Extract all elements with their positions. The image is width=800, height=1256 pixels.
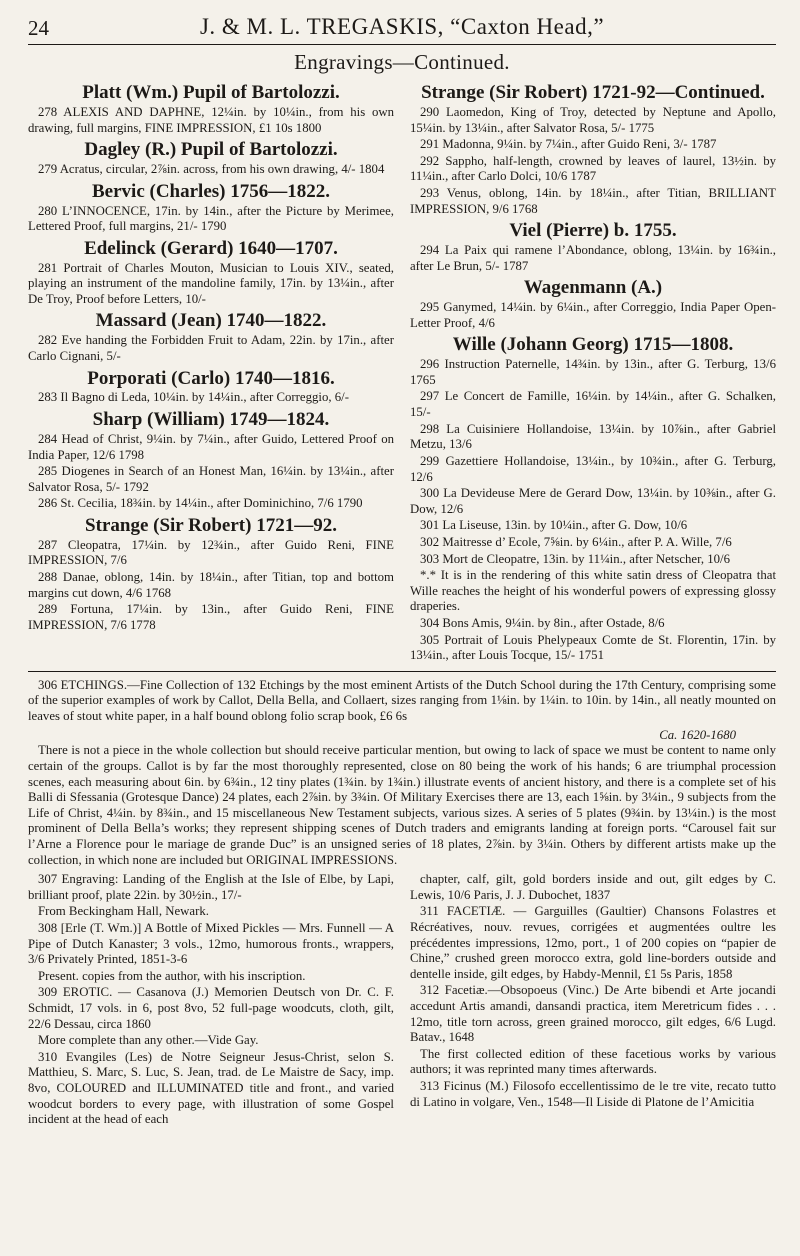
catalogue-entry: 286 St. Cecilia, 18¾in. by 14¼in., after Dominichino, 7/6 1790 — [38, 496, 363, 511]
page — [28, 14, 776, 1129]
left-column — [28, 79, 394, 665]
catalogue-entry: The first collected edition of these facetious works by various authors; it was reprinted many times afterwards. — [410, 1046, 776, 1077]
catalogue-entry: 310 Evangiles (Les) de Notre Seigneur Jesus-Christ, selon S. Matthieu, S. Marc, S. Luc, S. Jean, trad. de Le Maistre de Sacy, imp. 8vo, COLOURED and ILLUMINATED title and front., and varied woodcut borders to every page, with illustration of some Gospel incident at the head of each — [28, 1049, 394, 1127]
catalogue-entry: 295 Ganymed, 14¼in. by 6¼in., after Correggio, India Paper Open-Letter Proof, 4/6 — [410, 300, 776, 330]
catalogue-entry: 288 Danae, oblong, 14in. by 18¼in., after Titian, top and bottom margins cut down, 4/6 1768 — [28, 570, 394, 600]
catalogue-entry: 301 La Liseuse, 13in. by 10¼in., after G. Dow, 10/6 — [420, 518, 688, 533]
etchings-description: 306 ETCHINGS.—Fine Collection of 132 Etchings by the most eminent Artists of the Dutch School during the 17th Century, comprising some of the superior examples of work by Callot, Della Bella, and Collaert, sizes ranging from 1⅛in. by 1¼in. to 10in. by 14in., all neatly mounted on leaves of stout white paper, in a half bound oblong folio scrap book, £6 6s — [28, 677, 776, 724]
catalogue-entry: Present. copies from the author, with his inscription. — [38, 968, 306, 983]
catalogue-entry: 280 L’INNOCENCE, 17in. by 14in., after the Picture by Merimee, Lettered Proof, full margins, 21/- 1790 — [28, 203, 394, 234]
catalogue-entry: 298 La Cuisiniere Hollandoise, 13¼in. by 10⅞in., after Gabriel Metzu, 13/6 — [410, 421, 776, 452]
artist-heading: Wagenmann (A.) — [523, 277, 663, 299]
artist-heading: Viel (Pierre) b. 1755. — [509, 220, 677, 242]
artist-heading: Edelinck (Gerard) 1640—1707. — [84, 237, 338, 259]
etchings-note: There is not a piece in the whole collection but should receive particular mention, but owing to lack of space we must be content to name only certain of the groups. Callot is by far the most thoroughly represented, close on 80 being the work of his hands; 6 are triumphal procession scenes, each measuring about 6in. by 6¾in., 12 tiny plates (1¾in. by 1¾in.) illustrate events of ancient history, and there is a complete set of his Balli di Sfessania (Grotesque Dance) 24 plates, each 2⅞in. by 3¾in. Of Military Exercises there are 13, each 1⅝in. by 3¼in., 9 subjects from the Life of Christ, 4¼in. by 8¾in., and 15 miscellaneous New Testament subjects, various sizes. A series of 5 plates (9¾in. by 13¼in.) is the most prominent of Della Bella’s works; they represent shipping scenes of Dutch traders and emigrants landing at foreign ports. “Carousel fait sur l’Arne a Florence pour le mariage de grande Duc” is an unsigned series of 18 plates, 2⅞in. by 3¼in. Others by different artists make up the collection, in which none are included but ORIGINAL IMPRESSIONS. — [28, 743, 776, 867]
catalogue-entry: 299 Gazettiere Hollandoise, 13¼in., by 10¾in., after G. Terburg, 12/6 — [410, 453, 776, 484]
running-header — [28, 14, 776, 45]
bottom-left-column — [28, 872, 394, 1129]
catalogue-entry: 308 [Erle (T. Wm.)] A Bottle of Mixed Pickles — Mrs. Funnell — A Pipe of Dutch Kanaster; 3 vols., 12mo, humorous fronts., wrappers, 3/6 Privately Printed, 1851-3-6 — [28, 920, 394, 967]
artist-heading: Dagley (R.) Pupil of Bartolozzi. — [84, 139, 338, 161]
catalogue-entry: 284 Head of Christ, 9¼in. by 7¼in., after Guido, Lettered Proof on India Paper, 12/6 1798 — [28, 431, 394, 462]
catalogue-entry: 296 Instruction Paternelle, 14¾in. by 13in., after G. Terburg, 13/6 1765 — [410, 357, 776, 387]
catalogue-entry: 290 Laomedon, King of Troy, detected by Neptune and Apollo, 15¼in. by 13¼in., after Salvator Rosa, 5/- 1775 — [410, 104, 776, 135]
catalogue-entry: 312 Facetiæ.—Obsopoeus (Vinc.) De Arte bibendi et Arte jocandi accedunt Artis amandi, dansandi practica, item Meretricum fides . . . 12mo, title torn across, green grained morocco, gilt edges, 6/6 Lugd. Batav., 1648 — [410, 983, 776, 1045]
catalogue-entry: 313 Ficinus (M.) Filosofo eccellentissimo de le tre vite, recato tutto di Latino in volgare, Ven., 1548—Il Liside di Platone de l’Amicitia — [410, 1079, 776, 1109]
catalogue-entry: 302 Maitresse d’ Ecole, 7⅝in. by 6¼in., after P. A. Wille, 7/6 — [420, 534, 732, 549]
running-title: J. & M. L. TREGASKIS, “Caxton Head,” — [199, 14, 605, 39]
etchings-date: Ca. 1620-1680 — [659, 727, 736, 742]
etchings-entry — [28, 678, 776, 868]
page-number: 24 — [28, 16, 49, 40]
catalogue-entry: 307 Engraving: Landing of the English at the Isle of Elbe, by Lapi, brilliant proof, plate 22in. by 30½in., 17/- — [28, 872, 394, 902]
catalogue-entry: 291 Madonna, 9¼in. by 7¼in., after Guido Reni, 3/- 1787 — [420, 137, 717, 152]
catalogue-columns — [28, 79, 776, 665]
catalogue-entry: 305 Portrait of Louis Phelypeaux Comte de St. Florentin, 17in. by 13¼in., after Louis Tocque, 15/- 1751 — [410, 632, 776, 663]
catalogue-entry: 297 Le Concert de Famille, 16¼in. by 14¼in., after G. Schalken, 15/- — [410, 389, 776, 420]
catalogue-entry: 294 La Paix qui ramene l’Abondance, oblong, 13¼in. by 16¾in., after Le Brun, 5/- 1787 — [410, 243, 776, 273]
bottom-right-column — [410, 872, 776, 1129]
right-column — [410, 79, 776, 665]
catalogue-entry: 292 Sappho, half-length, crowned by leaves of laurel, 13½in. by 11¼in., after Carlo Dolci, 10/6 1787 — [410, 153, 776, 184]
catalogue-entry: 279 Acratus, circular, 2⅞in. across, from his own drawing, 4/- 1804 — [38, 162, 385, 176]
catalogue-entry: 278 ALEXIS AND DAPHNE, 12¼in. by 10¼in., from his own drawing, full margins, FINE IMPRESSION, £1 10s 1800 — [28, 104, 394, 135]
artist-heading: Sharp (William) 1749—1824. — [92, 409, 330, 431]
catalogue-entry: 285 Diogenes in Search of an Honest Man, 16¼in. by 13¼in., after Salvator Rosa, 5/- 1792 — [28, 464, 394, 494]
artist-heading: Strange (Sir Robert) 1721—92. — [85, 514, 337, 536]
catalogue-entry: 311 FACETIÆ. — Garguilles (Gaultier) Chansons Folastres et Récréatives, nouv. revues, corrigées et augmentées oultre les précédentes impressions, 12mo, port., 1 of 200 copies on “papier de Chine,” crushed green morocco extra, gold line-borders outside and dentelle inside, gilt edges, by Habdy-Mennil, £1 5s Paris, 1858 — [410, 904, 776, 981]
artist-heading: Wille (Johann Georg) 1715—1808. — [452, 334, 734, 356]
artist-heading: Porporati (Carlo) 1740—1816. — [87, 367, 335, 389]
catalogue-entry: 300 La Devideuse Mere de Gerard Dow, 13¼in. by 10⅜in., after G. Dow, 12/6 — [410, 486, 776, 516]
catalogue-entry: 309 EROTIC. — Casanova (J.) Memorien Deutsch von Dr. C. F. Schmidt, 17 vols. in 6, post 8vo, 52 full-page woodcuts, cloth, gilt, 22/6 Dessau, circa 1860 — [28, 985, 394, 1031]
catalogue-entry: 289 Fortuna, 17¼in. by 13in., after Guido Reni, FINE IMPRESSION, 7/6 1778 — [28, 602, 394, 632]
catalogue-entry: 287 Cleopatra, 17¼in. by 12¾in., after Guido Reni, FINE IMPRESSION, 7/6 — [28, 537, 394, 568]
artist-heading: Platt (Wm.) Pupil of Bartolozzi. — [82, 82, 340, 103]
catalogue-entry: *.* It is in the rendering of this white satin dress of Cleopatra that Wille reaches the height of his wonderful powers of expressing glossy draperies. — [410, 568, 776, 614]
catalogue-entry: More complete than any other.—Vide Gay. — [38, 1033, 259, 1048]
catalogue-entry: 303 Mort de Cleopatre, 13in. by 11¼in., after Netscher, 10/6 — [420, 551, 730, 566]
catalogue-entry: 282 Eve handing the Forbidden Fruit to Adam, 22in. by 17in., after Carlo Cignani, 5/- — [28, 333, 394, 363]
catalogue-entry: 281 Portrait of Charles Mouton, Musician to Louis XIV., seated, playing an instrument of the mandoline family, 17in. by 13¼in., after De Troy, Proof before Letters, 10/- — [28, 260, 394, 306]
artist-heading: Bervic (Charles) 1756—1822. — [92, 180, 330, 202]
catalogue-entry: 304 Bons Amis, 9¼in. by 8in., after Ostade, 8/6 — [420, 616, 665, 631]
divider — [28, 671, 776, 672]
catalogue-entry: From Beckingham Hall, Newark. — [38, 904, 209, 919]
catalogue-entry: chapter, calf, gilt, gold borders inside and out, gilt edges by C. Lewis, 10/6 Paris, J. J. Dubochet, 1837 — [410, 872, 776, 902]
bottom-columns — [28, 872, 776, 1129]
catalogue-entry: 283 Il Bagno di Leda, 10¼in. by 14¼in., after Correggio, 6/- — [38, 390, 349, 405]
section-title: Engravings—Continued. — [294, 50, 510, 74]
artist-heading: Strange (Sir Robert) 1721-92—Continued. — [421, 82, 765, 103]
artist-heading: Massard (Jean) 1740—1822. — [95, 310, 327, 332]
catalogue-entry: 293 Venus, oblong, 14in. by 18¼in., after Titian, BRILLIANT IMPRESSION, 9/6 1768 — [410, 185, 776, 216]
